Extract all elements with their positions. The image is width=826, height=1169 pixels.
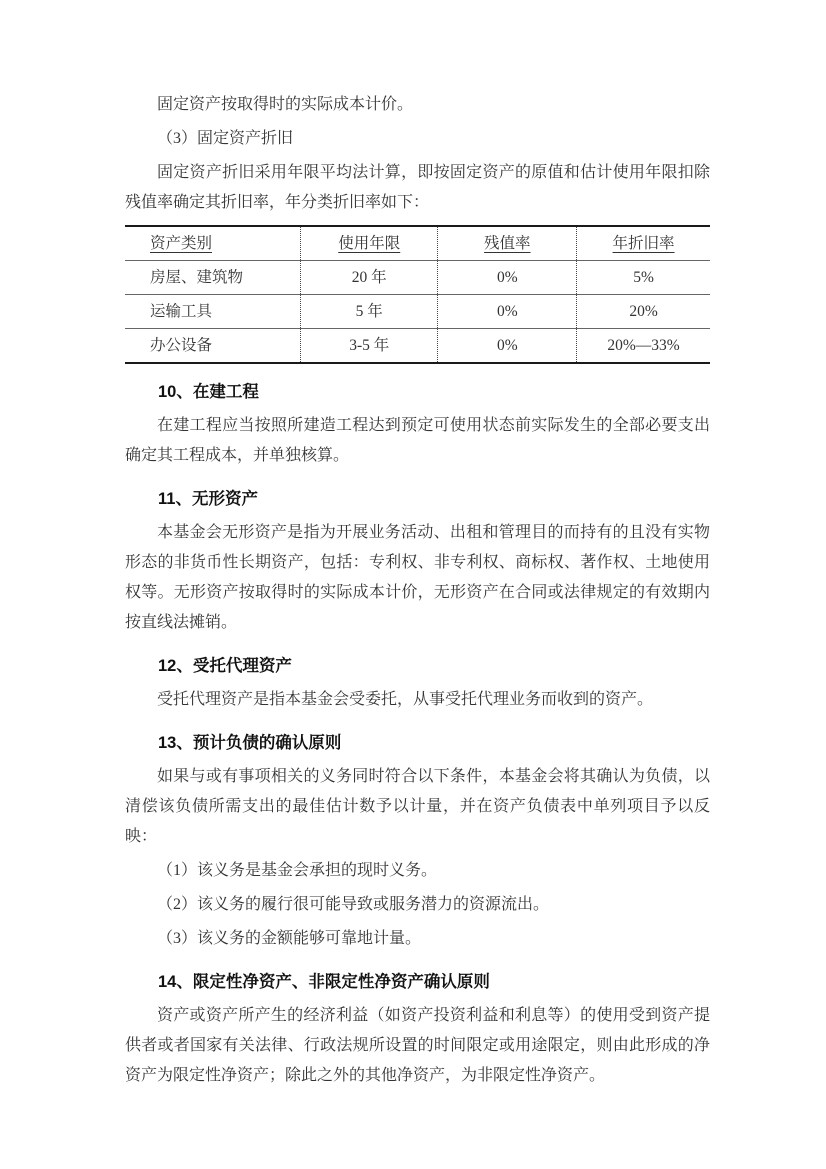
paragraph-entrusted-agency-assets: 受托代理资产是指本基金会受委托，从事受托代理业务而收到的资产。 bbox=[157, 691, 654, 708]
section-heading-intangible-assets: 11、无形资产 bbox=[158, 490, 258, 508]
cell-useful-life: 3-5 年 bbox=[301, 329, 438, 364]
table-row bbox=[125, 295, 710, 329]
column-header-label: 残值率 bbox=[484, 234, 531, 252]
subheading-fixed-asset-depreciation: （3）固定资产折旧 bbox=[157, 130, 294, 147]
column-header-annual-depreciation-rate bbox=[577, 226, 710, 261]
table-row bbox=[125, 261, 710, 295]
cell-useful-life: 20 年 bbox=[301, 261, 438, 295]
column-header-label: 资产类别 bbox=[150, 234, 213, 252]
column-header-label: 使用年限 bbox=[338, 234, 401, 252]
paragraph-estimated-liabilities-intro: 如果与或有事项相关的义务同时符合以下条件，本基金会将其确认为负债，以清偿该负债所需支出的最佳估计数予以计量，并在资产负债表中单列项目予以反映： bbox=[125, 768, 710, 845]
section-heading-construction-in-progress: 10、在建工程 bbox=[158, 383, 259, 401]
cell-asset-category: 运输工具 bbox=[125, 295, 301, 329]
column-header-label: 年折旧率 bbox=[612, 234, 675, 252]
table-header-row bbox=[125, 226, 710, 261]
cell-useful-life: 5 年 bbox=[301, 295, 438, 329]
section-heading-restricted-net-assets: 14、限定性净资产、非限定性净资产确认原则 bbox=[158, 973, 490, 991]
cell-asset-category: 办公设备 bbox=[150, 336, 213, 354]
section-heading-entrusted-agency-assets: 12、受托代理资产 bbox=[158, 657, 292, 675]
list-item-condition-2: （2）该义务的履行很可能导致或服务潜力的资源流出。 bbox=[157, 896, 550, 913]
depreciation-rate-table bbox=[125, 225, 710, 364]
cell-residual-rate: 0% bbox=[438, 261, 577, 295]
list-item-condition-1: （1）该义务是基金会承担的现时义务。 bbox=[157, 862, 438, 879]
cell-residual-rate: 0% bbox=[438, 295, 577, 329]
column-header-residual-rate bbox=[438, 226, 577, 261]
cell-annual-depreciation-rate: 20% bbox=[577, 295, 710, 329]
table-row bbox=[125, 329, 710, 364]
paragraph-restricted-net-assets: 资产或资产所产生的经济利益（如资产投资利益和利息等）的使用受到资产提供者或者国家有关法律、行政法规所设置的时间限定或用途限定，则由此形成的净资产为限定性净资产；除此之外的其他净资产，为非限定性净资产。 bbox=[125, 1007, 710, 1084]
paragraph-intangible-assets: 本基金会无形资产是指为开展业务活动、出租和管理目的而持有的且没有实物形态的非货币性长期资产，包括：专利权、非专利权、商标权、著作权、土地使用权等。无形资产按取得时的实际成本计价，无形资产在合同或法律规定的有效期内按直线法摊销。 bbox=[125, 524, 710, 631]
cell-annual-depreciation-rate: 20%—33% bbox=[577, 329, 710, 364]
list-item-condition-3: （3）该义务的金额能够可靠地计量。 bbox=[157, 930, 422, 947]
section-heading-estimated-liabilities: 13、预计负债的确认原则 bbox=[158, 734, 342, 752]
cell-annual-depreciation-rate: 5% bbox=[577, 261, 710, 295]
column-header-asset-category bbox=[125, 226, 301, 261]
column-header-useful-life bbox=[301, 226, 438, 261]
cell-residual-rate: 0% bbox=[438, 329, 577, 364]
paragraph-depreciation-method: 固定资产折旧采用年限平均法计算，即按固定资产的原值和估计使用年限扣除残值率确定其折旧率，年分类折旧率如下： bbox=[125, 164, 710, 211]
cell-asset-category: 房屋、建筑物 bbox=[125, 261, 301, 295]
paragraph-fixed-asset-valuation: 固定资产按取得时的实际成本计价。 bbox=[157, 96, 414, 113]
paragraph-construction-in-progress: 在建工程应当按照所建造工程达到预定可使用状态前实际发生的全部必要支出确定其工程成本，并单独核算。 bbox=[125, 417, 710, 464]
